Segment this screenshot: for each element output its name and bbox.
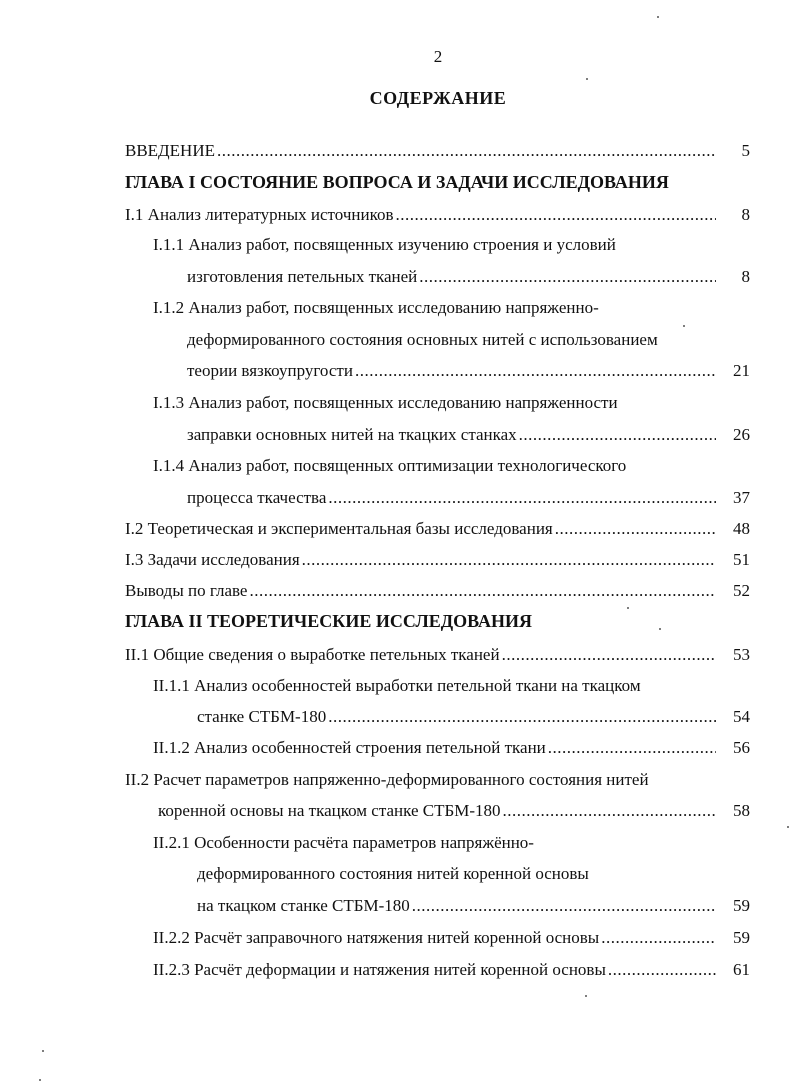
toc-entry-1-1-3-line1[interactable]: I.1.3 Анализ работ, посвященных исследованию напряженности	[153, 393, 618, 412]
dot-leader	[419, 267, 716, 287]
scan-speck	[586, 78, 588, 80]
toc-entry-2-1-2[interactable]	[153, 738, 750, 758]
toc-entry-1-3[interactable]	[125, 550, 750, 570]
toc-entry-page: 48	[733, 519, 750, 538]
toc-entry-label: коренной основы на ткацком станке СТБМ-180	[158, 801, 501, 820]
dot-leader	[548, 738, 716, 758]
toc-entry-label: на ткацком станке СТБМ-180	[197, 896, 410, 915]
toc-entry-2-2-2[interactable]	[153, 928, 750, 948]
toc-entry-page: 5	[741, 141, 750, 160]
dot-leader	[249, 581, 716, 601]
toc-entry-label: II.1.2 Анализ особенностей строения петельной ткани	[153, 738, 546, 757]
dot-leader	[328, 707, 716, 727]
toc-entry-1-1-4-line1[interactable]: I.1.4 Анализ работ, посвященных оптимизации технологического	[153, 456, 627, 475]
toc-entry-2-1[interactable]	[125, 645, 750, 665]
toc-entry-2-2-3[interactable]	[153, 960, 750, 980]
scan-speck	[657, 16, 659, 18]
dot-leader	[217, 141, 716, 161]
toc-entry-2-2-1-line2[interactable]: деформированного состояния нитей коренной основы	[197, 864, 589, 883]
toc-entry-page: 59	[733, 896, 750, 915]
toc-entry-label: II.2.3 Расчёт деформации и натяжения нитей коренной основы	[153, 960, 606, 979]
toc-entry-label: Выводы по главе	[125, 581, 248, 600]
scan-speck	[585, 995, 587, 997]
toc-entry-1-1[interactable]	[125, 205, 750, 225]
dot-leader	[608, 960, 716, 980]
toc-entry-intro[interactable]	[125, 141, 750, 161]
toc-entry-page: 56	[733, 738, 750, 757]
scan-speck	[787, 826, 789, 828]
toc-entry-2-2-1[interactable]	[197, 896, 750, 916]
toc-entry-page: 37	[733, 488, 750, 507]
dot-leader	[503, 801, 716, 821]
toc-entry-1-2[interactable]	[125, 519, 750, 539]
toc-entry-page: 8	[741, 205, 750, 224]
toc-entry-1-1-1-line1[interactable]: I.1.1 Анализ работ, посвященных изучению строения и условий	[153, 235, 616, 254]
dot-leader	[519, 425, 716, 445]
page-title: СОДЕРЖАНИЕ	[369, 88, 507, 108]
dot-leader	[328, 488, 716, 508]
toc-entry-2-2[interactable]	[158, 801, 750, 821]
toc-entry-page: 51	[733, 550, 750, 569]
toc-entry-label: ВВЕДЕНИЕ	[125, 141, 215, 160]
scan-speck	[39, 1079, 41, 1081]
toc-entry-conclusions[interactable]	[125, 581, 750, 601]
chapter-heading-2[interactable]: ГЛАВА II ТЕОРЕТИЧЕСКИЕ ИССЛЕДОВАНИЯ	[125, 611, 533, 631]
dot-leader	[412, 896, 716, 916]
toc-entry-label: заправки основных нитей на ткацких станках	[187, 425, 517, 444]
scan-speck	[659, 628, 661, 630]
toc-entry-page: 58	[733, 801, 750, 820]
toc-entry-label: I.1 Анализ литературных источников	[125, 205, 394, 224]
toc-entry-page: 54	[733, 707, 750, 726]
toc-entry-1-1-2-line2[interactable]: деформированного состояния основных нитей с использованием	[187, 330, 658, 349]
toc-entry-1-1-2-line1[interactable]: I.1.2 Анализ работ, посвященных исследованию напряженно-	[153, 298, 599, 317]
dot-leader	[355, 361, 716, 381]
toc-entry-label: I.3 Задачи исследования	[125, 550, 300, 569]
toc-entry-1-1-1[interactable]	[187, 267, 750, 287]
toc-entry-page: 8	[741, 267, 750, 286]
toc-entry-1-1-4[interactable]	[187, 488, 750, 508]
toc-entry-2-2-1-line1[interactable]: II.2.1 Особенности расчёта параметров напряжённо-	[153, 833, 534, 852]
chapter-heading-1[interactable]: ГЛАВА I СОСТОЯНИЕ ВОПРОСА И ЗАДАЧИ ИССЛЕДОВАНИЯ	[125, 172, 669, 192]
toc-entry-2-2-line1[interactable]: II.2 Расчет параметров напряженно-деформированного состояния нитей	[125, 770, 649, 789]
scan-speck	[42, 1050, 44, 1052]
toc-entry-label: изготовления петельных тканей	[187, 267, 418, 286]
toc-entry-label: I.2 Теоретическая и экспериментальная базы исследования	[125, 519, 553, 538]
toc-entry-label: станке СТБМ-180	[197, 707, 327, 726]
toc-entry-page: 59	[733, 928, 750, 947]
toc-entry-1-1-3[interactable]	[187, 425, 750, 445]
toc-entry-page: 53	[733, 645, 750, 664]
toc-entry-label: теории вязкоупругости	[187, 361, 353, 380]
toc-entry-1-1-2[interactable]	[187, 361, 750, 381]
toc-entry-page: 61	[733, 960, 750, 979]
page-number: 2	[433, 47, 443, 66]
toc-entry-page: 52	[733, 581, 750, 600]
scan-speck	[627, 607, 629, 609]
toc-entry-2-1-1-line1[interactable]: II.1.1 Анализ особенностей выработки петельной ткани на ткацком	[153, 676, 641, 695]
toc-entry-label: процесса ткачества	[187, 488, 327, 507]
toc-entry-page: 21	[733, 361, 750, 380]
dot-leader	[601, 928, 716, 948]
toc-entry-2-1-1[interactable]	[197, 707, 750, 727]
toc-entry-page: 26	[733, 425, 750, 444]
scan-speck	[683, 325, 685, 327]
dot-leader	[555, 519, 716, 539]
toc-entry-label: II.2.2 Расчёт заправочного натяжения нитей коренной основы	[153, 928, 600, 947]
toc-entry-label: II.1 Общие сведения о выработке петельных тканей	[125, 645, 500, 664]
dot-leader	[502, 645, 716, 665]
dot-leader	[302, 550, 716, 570]
dot-leader	[396, 205, 717, 225]
